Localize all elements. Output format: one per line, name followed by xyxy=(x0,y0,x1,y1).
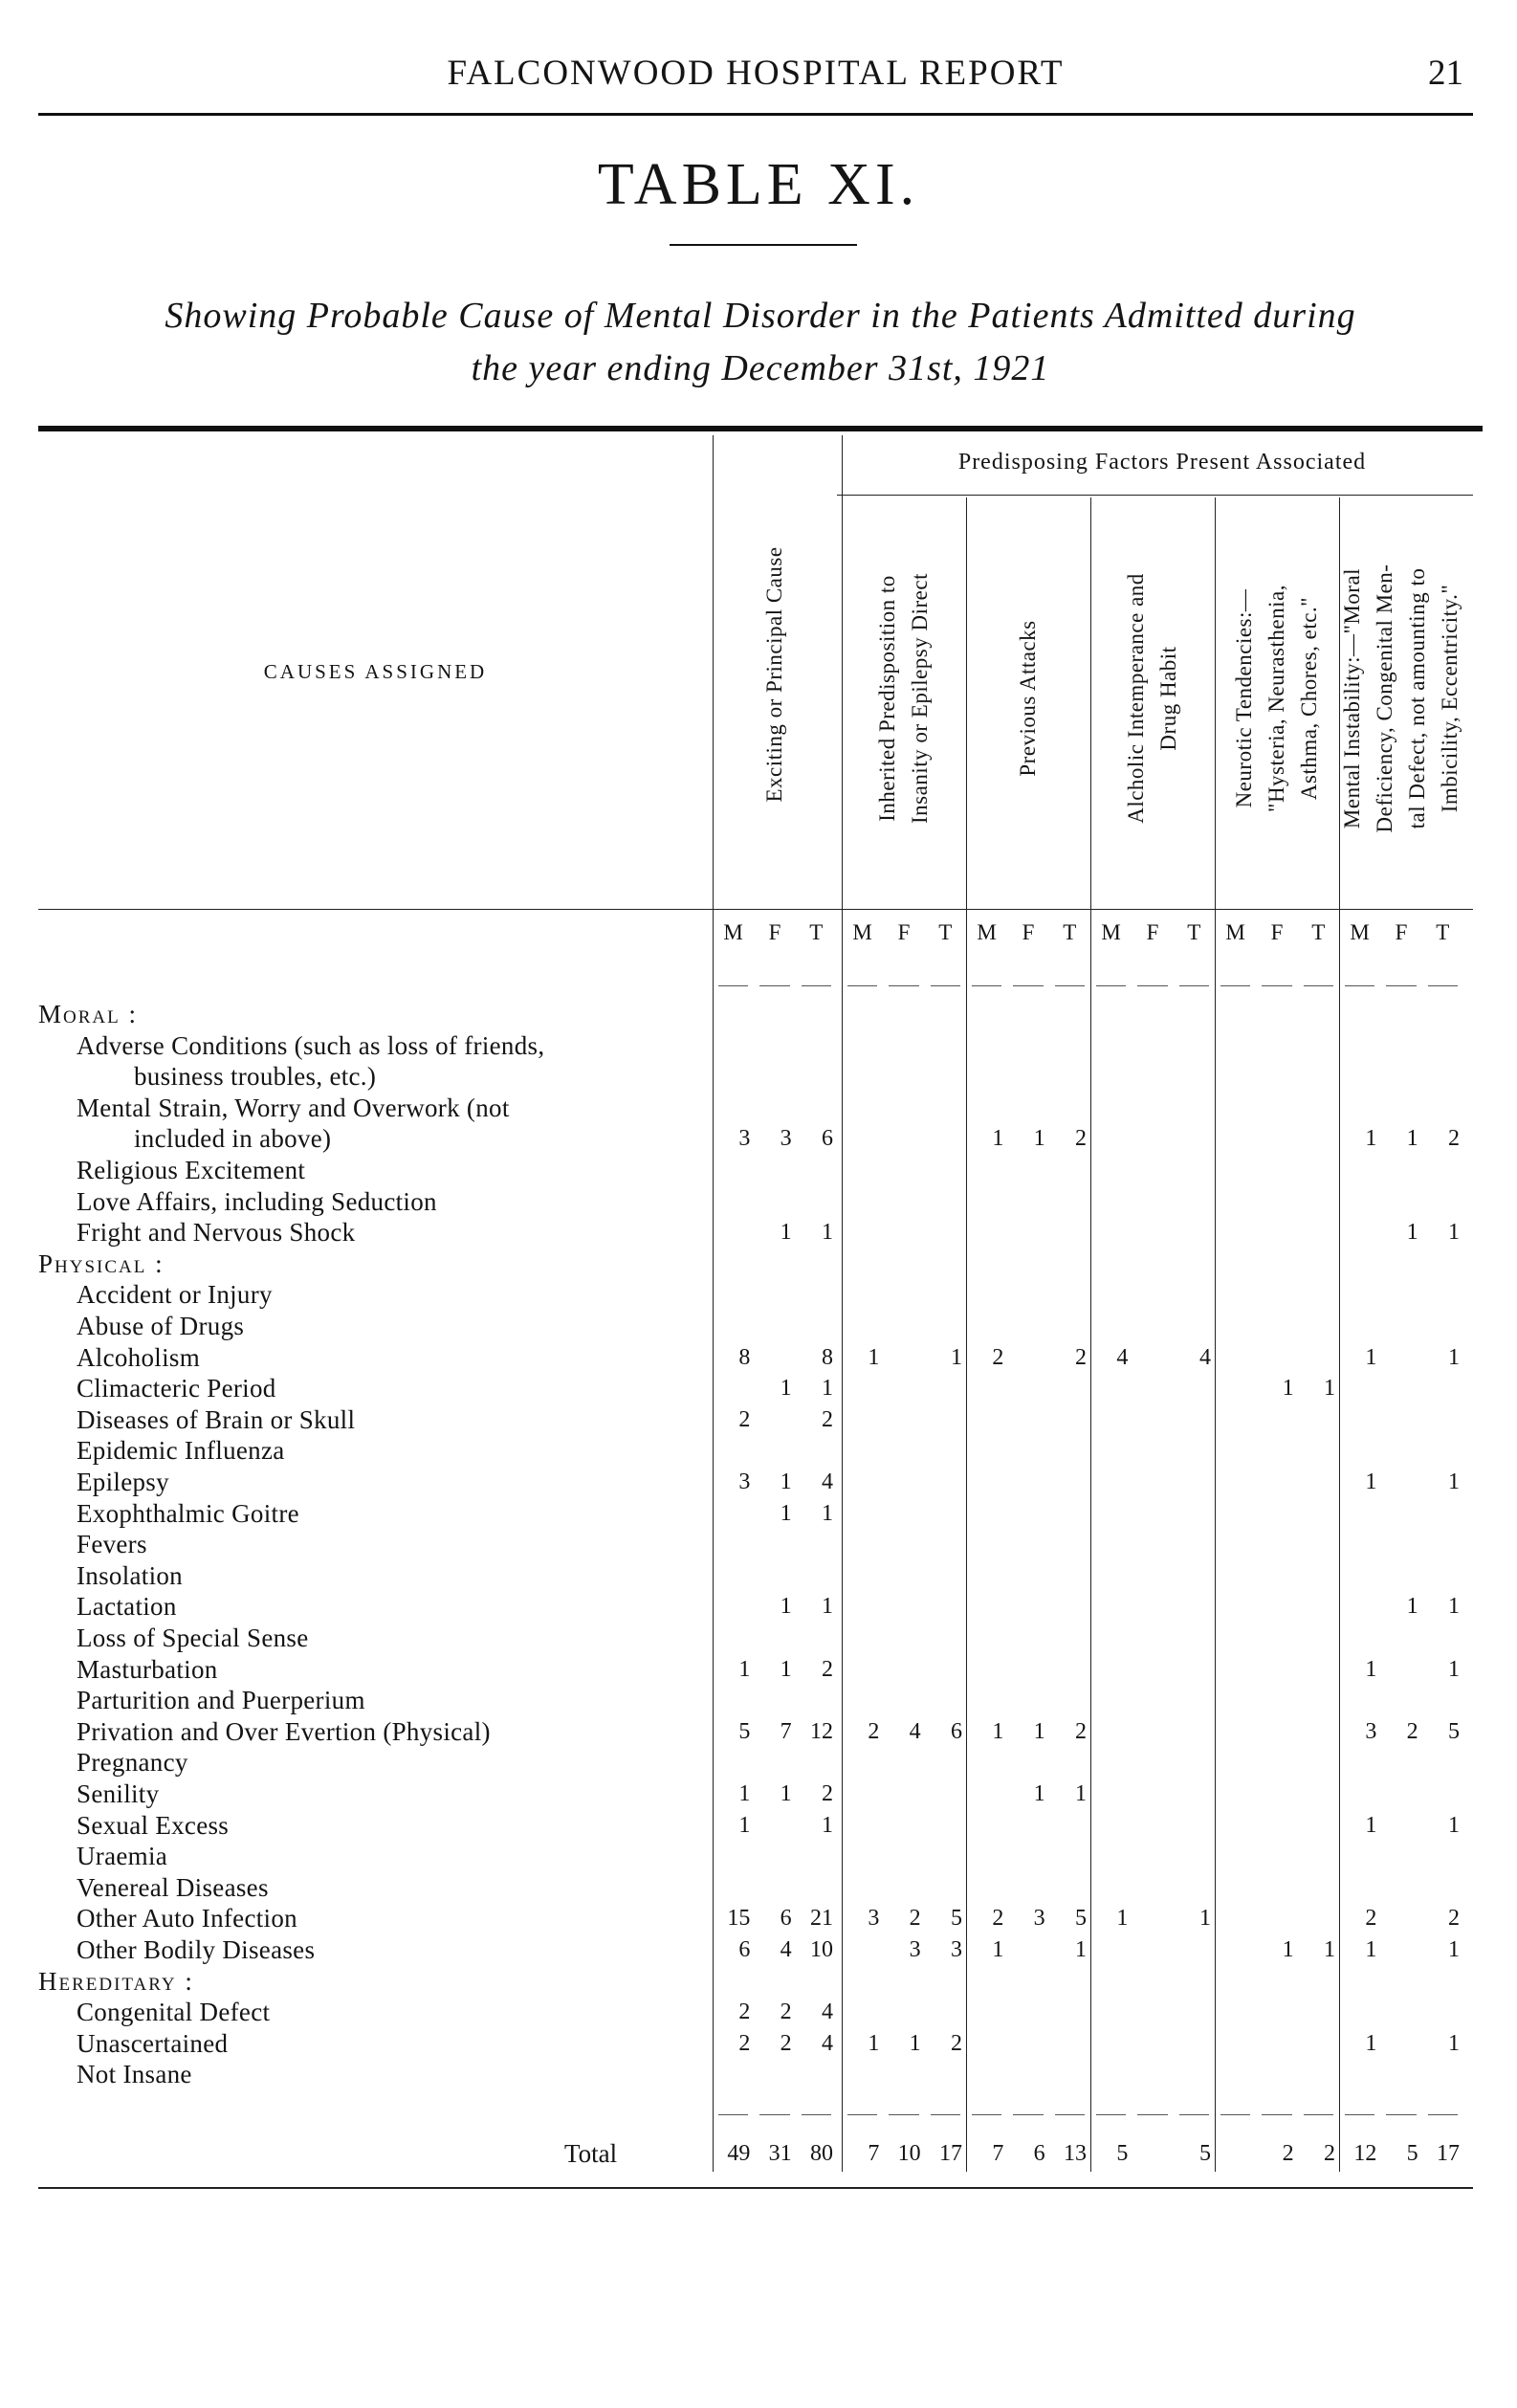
subheader-m: M xyxy=(723,920,743,944)
table-cell: 1 xyxy=(992,1126,1004,1152)
cause-label: Love Affairs, including Seduction xyxy=(77,1186,437,1216)
table-cell: 1 xyxy=(1406,1220,1418,1246)
subheader-rule xyxy=(931,985,960,986)
column-header-line: Inherited Predisposition to xyxy=(875,575,899,822)
column-header-text xyxy=(1012,620,1044,776)
cause-label: Pregnancy xyxy=(77,1748,188,1778)
subheader-rule xyxy=(1345,985,1374,986)
subheader-rule xyxy=(1096,985,1126,986)
table-cell: 2 xyxy=(951,2030,962,2056)
table-cell: 1 xyxy=(1448,1812,1460,1838)
total-label: Total xyxy=(564,2139,618,2168)
table-cell: 3 xyxy=(868,1906,880,1932)
subheader-rule xyxy=(1055,985,1085,986)
total-rule xyxy=(931,2114,960,2115)
table-title: TABLE XI. xyxy=(597,152,920,217)
table-cell: 1 xyxy=(1199,1906,1211,1932)
table-cell: 21 xyxy=(810,1906,833,1932)
total-rule xyxy=(1220,2114,1250,2115)
total-rule xyxy=(1013,2114,1043,2115)
table-cell: 2 xyxy=(1448,1126,1460,1152)
table-cell: 1 xyxy=(1282,1937,1294,1962)
table-cell: 2 xyxy=(1075,1344,1087,1370)
table-cell: 1 xyxy=(738,1781,751,1806)
table-cell: 1 xyxy=(1324,1376,1335,1402)
cause-label: Privation and Over Evertion (Physical) xyxy=(77,1716,491,1746)
total-cell: 17 xyxy=(1437,2141,1460,2166)
table-cell: 2 xyxy=(738,1999,751,2025)
column-header-line: Exciting or Principal Cause xyxy=(762,546,786,803)
table-cell: 4 xyxy=(822,1999,833,2025)
table-cell: 8 xyxy=(822,1344,833,1370)
total-rule xyxy=(1304,2114,1333,2115)
table-cell: 3 xyxy=(780,1126,792,1152)
group-heading: Hereditary : xyxy=(38,1966,194,1996)
table-cell: 2 xyxy=(738,1406,751,1432)
total-cell: 12 xyxy=(1353,2141,1377,2166)
cause-label: Loss of Special Sense xyxy=(77,1624,309,1652)
total-rule xyxy=(1179,2114,1209,2115)
column-header-line: Imbicility, Eccentricity." xyxy=(1438,584,1462,813)
subheader-m: M xyxy=(977,920,997,944)
table-cell: 1 xyxy=(1448,1220,1460,1246)
table-cell: 1 xyxy=(822,1500,833,1526)
total-rule xyxy=(1137,2114,1167,2115)
total-rule xyxy=(1262,2114,1291,2115)
cause-label: Accident or Injury xyxy=(77,1280,273,1310)
subheader-rule xyxy=(759,985,789,986)
table-cell: 1 xyxy=(868,1344,880,1370)
cause-label: Fright and Nervous Shock xyxy=(77,1218,356,1248)
header-bottom-rule xyxy=(38,909,1473,910)
subheader-m: M xyxy=(852,920,872,944)
cause-label: Other Bodily Diseases xyxy=(77,1935,316,1964)
cause-label: Exophthalmic Goitre xyxy=(77,1498,299,1528)
cause-label: Abuse of Drugs xyxy=(77,1312,245,1340)
total-cell: 2 xyxy=(1324,2141,1335,2166)
table-cell: 2 xyxy=(1075,1718,1087,1744)
table-cell: 5 xyxy=(1448,1718,1460,1744)
page-number: 21 xyxy=(1428,54,1463,93)
subheader-rule xyxy=(802,985,831,986)
column-header-text xyxy=(1228,585,1326,812)
table-cell: 12 xyxy=(810,1718,833,1744)
cause-label: Uraemia xyxy=(77,1842,168,1871)
cause-label: Religious Excitement xyxy=(77,1156,306,1184)
total-rule xyxy=(1345,2114,1374,2115)
subheader-rule xyxy=(1220,985,1250,986)
table-cell: 1 xyxy=(1365,1812,1377,1838)
table-cell: 1 xyxy=(780,1656,792,1682)
total-cell: 5 xyxy=(1116,2141,1129,2166)
column-header-line: Mental Instability:—"Moral xyxy=(1340,567,1364,829)
table-cell: 3 xyxy=(738,1469,751,1494)
total-cell: 5 xyxy=(1406,2141,1418,2166)
subheader-rule xyxy=(1137,985,1167,986)
table-cell: 4 xyxy=(822,1469,833,1494)
cause-label: Parturition and Puerperium xyxy=(77,1686,365,1715)
subheader-rule xyxy=(1013,985,1043,986)
table-cell: 1 xyxy=(822,1220,833,1246)
table-cell: 2 xyxy=(780,1999,792,2025)
cause-label: Venereal Diseases xyxy=(77,1872,269,1902)
cause-label: Climacteric Period xyxy=(77,1374,276,1403)
table-cell: 1 xyxy=(780,1376,792,1402)
subheader-rule xyxy=(1304,985,1333,986)
column-header-line: Previous Attacks xyxy=(1016,620,1040,777)
table-cell: 6 xyxy=(780,1906,792,1932)
cause-label: Sexual Excess xyxy=(77,1810,230,1840)
subheader-rule xyxy=(847,985,877,986)
cause-label: Other Auto Infection xyxy=(77,1904,297,1933)
table-cell: 5 xyxy=(951,1906,962,1932)
total-cell: 49 xyxy=(727,2141,751,2166)
table-bottom-rule xyxy=(38,2187,1473,2189)
table-cell: 1 xyxy=(1365,1344,1377,1370)
table-cell: 1 xyxy=(1365,2030,1377,2056)
table-cell: 1 xyxy=(1075,1781,1087,1806)
total-cell: 7 xyxy=(868,2141,880,2166)
table-cell: 3 xyxy=(909,1937,921,1962)
subheader-t: T xyxy=(809,920,824,944)
predisposing-rule xyxy=(837,495,1473,496)
total-cell: 6 xyxy=(1033,2141,1045,2166)
subheader-t: T xyxy=(1311,920,1326,944)
column-header-text xyxy=(1120,573,1185,824)
cause-label: Insolation xyxy=(77,1560,183,1590)
table-top-rule xyxy=(38,426,1483,431)
table-cell: 7 xyxy=(780,1718,792,1744)
cause-label: Congenital Defect xyxy=(77,1998,271,2027)
table-cell: 10 xyxy=(810,1937,833,1962)
table-cell: 2 xyxy=(992,1344,1004,1370)
subheader-rule xyxy=(1179,985,1209,986)
subheader-rule xyxy=(718,985,748,986)
cause-label: Fevers xyxy=(77,1530,147,1559)
subheader-t: T xyxy=(938,920,953,944)
table-cell: 1 xyxy=(822,1812,833,1838)
table-cell: 5 xyxy=(738,1718,751,1744)
total-cell: 5 xyxy=(1199,2141,1211,2166)
total-cell: 17 xyxy=(939,2141,962,2166)
cause-label: Unascertained xyxy=(77,2028,229,2058)
subheader-f: F xyxy=(1270,920,1284,944)
table-cell: 1 xyxy=(992,1937,1004,1962)
group-heading: Physical : xyxy=(38,1248,165,1278)
subheader-rule xyxy=(972,985,1001,986)
cause-label: Epidemic Influenza xyxy=(77,1436,285,1466)
total-rule xyxy=(972,2114,1001,2115)
table-cell: 3 xyxy=(951,1937,962,1962)
subheader-rule xyxy=(1262,985,1291,986)
total-cell: 2 xyxy=(1282,2141,1294,2166)
subheader-rule xyxy=(1386,985,1416,986)
subheader-m: M xyxy=(1350,920,1370,944)
subheader-rule xyxy=(889,985,918,986)
total-rule xyxy=(759,2114,789,2115)
table-cell: 1 xyxy=(1448,2030,1460,2056)
table-cell: 1 xyxy=(780,1500,792,1526)
table-cell: 1 xyxy=(780,1594,792,1620)
subheader-f: F xyxy=(1146,920,1159,944)
total-rule xyxy=(1428,2114,1458,2115)
column-header-text xyxy=(871,573,936,824)
column-separator-5 xyxy=(1215,497,1216,2172)
subheader-m: M xyxy=(1225,920,1245,944)
table-cell: 4 xyxy=(1116,1344,1129,1370)
column-header-line: "Hysteria, Neurasthenia, xyxy=(1264,585,1288,812)
table-cell: 1 xyxy=(1448,1469,1460,1494)
table-cell: 4 xyxy=(1199,1344,1211,1370)
cause-label: Diseases of Brain or Skull xyxy=(77,1404,356,1434)
total-cell: 31 xyxy=(768,2141,792,2166)
table-cell: 2 xyxy=(868,1718,880,1744)
table-cell: 1 xyxy=(822,1594,833,1620)
total-rule xyxy=(889,2114,918,2115)
total-cell: 10 xyxy=(897,2141,921,2166)
total-rule xyxy=(1055,2114,1085,2115)
table-cell: 6 xyxy=(951,1718,962,1744)
subheader-t: T xyxy=(1436,920,1450,944)
total-rule xyxy=(718,2114,748,2115)
group-heading: Moral : xyxy=(38,1000,138,1028)
table-cell: 1 xyxy=(1448,1594,1460,1620)
table-cell: 2 xyxy=(1448,1906,1460,1932)
table-cell: 2 xyxy=(1075,1126,1087,1152)
cause-label: business troubles, etc.) xyxy=(134,1062,377,1092)
table-cell: 2 xyxy=(992,1906,1004,1932)
predisposing-factors-header: Predisposing Factors Present Associated xyxy=(957,450,1367,475)
table-cell: 1 xyxy=(1406,1126,1418,1152)
table-cell: 4 xyxy=(909,1718,921,1744)
table-cell: 2 xyxy=(822,1781,833,1806)
table-cell: 3 xyxy=(738,1126,751,1152)
cause-label: Adverse Conditions (such as loss of friends, xyxy=(77,1030,545,1060)
table-cell: 2 xyxy=(822,1656,833,1682)
cause-label: Mental Strain, Worry and Overwork (not xyxy=(77,1093,510,1122)
table-cell: 1 xyxy=(1324,1937,1335,1962)
table-cell: 1 xyxy=(780,1469,792,1494)
total-rule xyxy=(1386,2114,1416,2115)
subheader-f: F xyxy=(1395,920,1408,944)
column-header-text xyxy=(1336,564,1466,833)
column-header-line: Deficiency, Congenital Men- xyxy=(1373,563,1396,833)
table-cell: 2 xyxy=(822,1406,833,1432)
subheader-rule xyxy=(1428,985,1458,986)
column-header-text xyxy=(758,546,791,802)
column-header-line: Neurotic Tendencies:— xyxy=(1232,588,1256,808)
table-cell: 1 xyxy=(951,1344,962,1370)
table-cell: 8 xyxy=(738,1344,751,1370)
table-cell: 6 xyxy=(738,1937,751,1962)
table-cell: 1 xyxy=(1033,1781,1045,1806)
table-cell: 1 xyxy=(868,2030,880,2056)
title-rule xyxy=(670,244,857,246)
table-cell: 1 xyxy=(822,1376,833,1402)
total-cell: 7 xyxy=(992,2141,1004,2166)
caption-line-2: the year ending December 31st, 1921 xyxy=(471,348,1050,388)
column-header-line: Alcholic Intemperance and xyxy=(1124,573,1148,824)
subheader-t: T xyxy=(1187,920,1201,944)
column-header-line: Insanity or Epilepsy Direct xyxy=(908,573,932,824)
column-header-line: tal Defect, not amounting to xyxy=(1405,567,1429,829)
subheader-f: F xyxy=(768,920,781,944)
total-cell: 80 xyxy=(810,2141,833,2166)
cause-label: included in above) xyxy=(134,1124,332,1154)
table-cell: 1 xyxy=(1365,1469,1377,1494)
table-cell: 1 xyxy=(909,2030,921,2056)
table-cell: 1 xyxy=(738,1812,751,1838)
table-cell: 2 xyxy=(1406,1718,1418,1744)
table-cell: 1 xyxy=(780,1220,792,1246)
subheader-f: F xyxy=(897,920,911,944)
column-header-line: Drug Habit xyxy=(1156,646,1180,751)
running-header xyxy=(38,53,1473,110)
table-cell: 1 xyxy=(1365,1656,1377,1682)
table-cell: 1 xyxy=(1365,1937,1377,1962)
caption-line-1: Showing Probable Cause of Mental Disorder in the Patients Admitted during xyxy=(165,296,1356,336)
cause-label: Alcoholism xyxy=(77,1342,200,1372)
table-cell: 6 xyxy=(822,1126,833,1152)
table-cell: 1 xyxy=(1406,1594,1418,1620)
table-cell: 1 xyxy=(1365,1126,1377,1152)
table-cell: 1 xyxy=(1448,1656,1460,1682)
total-rule xyxy=(802,2114,831,2115)
table-cell: 1 xyxy=(780,1781,792,1806)
subheader-t: T xyxy=(1063,920,1077,944)
total-cell: 13 xyxy=(1064,2141,1087,2166)
subheader-m: M xyxy=(1101,920,1121,944)
cause-label: Senility xyxy=(77,1779,160,1808)
table-cell: 5 xyxy=(1075,1906,1087,1932)
table-cell: 1 xyxy=(738,1656,751,1682)
cause-label: Not Insane xyxy=(77,2060,192,2089)
causes-assigned-header: CAUSES ASSIGNED xyxy=(263,660,488,683)
cause-label: Lactation xyxy=(77,1592,177,1622)
table-cell: 1 xyxy=(992,1718,1004,1744)
table-cell: 15 xyxy=(727,1906,751,1932)
subheader-f: F xyxy=(1022,920,1035,944)
table-cell: 3 xyxy=(1033,1906,1045,1932)
cause-label: Masturbation xyxy=(77,1654,218,1684)
table-cell: 4 xyxy=(822,2030,833,2056)
table-cell: 4 xyxy=(780,1937,792,1962)
table-cell: 1 xyxy=(1075,1937,1087,1962)
table-cell: 2 xyxy=(909,1906,921,1932)
table-cell: 3 xyxy=(1365,1718,1377,1744)
table-cell: 2 xyxy=(1365,1906,1377,1932)
cause-label: Epilepsy xyxy=(77,1468,169,1496)
table-cell: 2 xyxy=(780,2030,792,2056)
total-rule xyxy=(847,2114,877,2115)
table-cell: 1 xyxy=(1448,1937,1460,1962)
table-cell: 1 xyxy=(1448,1344,1460,1370)
table-cell: 1 xyxy=(1033,1718,1045,1744)
total-rule xyxy=(1096,2114,1126,2115)
table-cell: 1 xyxy=(1116,1906,1129,1932)
column-header-line: Asthma, Chores, etc." xyxy=(1297,596,1321,801)
table-cell: 1 xyxy=(1033,1126,1045,1152)
table-cell: 2 xyxy=(738,2030,751,2056)
running-title: FALCONWOOD HOSPITAL REPORT xyxy=(447,54,1065,93)
table-cell: 1 xyxy=(1282,1376,1294,1402)
header-rule xyxy=(38,113,1473,116)
